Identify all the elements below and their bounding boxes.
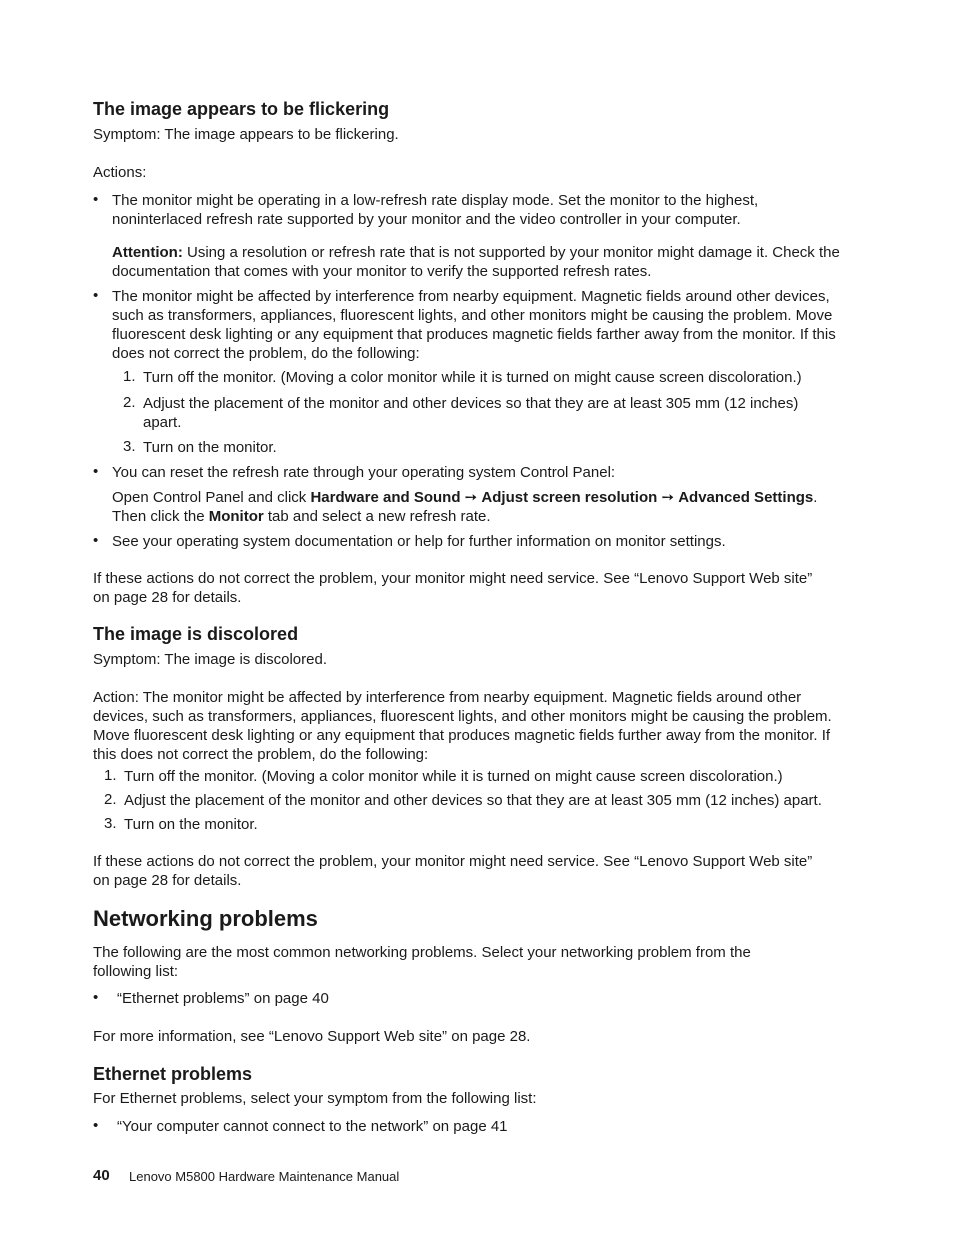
ethernet-intro: For Ethernet problems, select your symptom from the following list: (93, 1090, 537, 1107)
bullet-glyph: • (93, 463, 99, 480)
arrow-icon: ➙ (464, 489, 478, 506)
bullet-glyph: • (93, 1117, 99, 1134)
flicker-step-1: Turn off the monitor. (Moving a color monitor while it is turned on might cause screen discoloration.) (143, 369, 802, 386)
heading-ethernet: Ethernet problems (93, 1064, 253, 1084)
attention-label: Attention: (112, 244, 183, 261)
flicker-step-3: Turn on the monitor. (143, 439, 277, 456)
heading-discolored: The image is discolored (93, 624, 299, 644)
step-number: 2. (104, 791, 117, 808)
symptom-discolored: Symptom: The image is discolored. (93, 651, 327, 668)
discolor-closing: If these actions do not correct the problem, your monitor might need service. See “Lenovo Support Web site” on page 28 for details. (93, 853, 813, 889)
step-number: 1. (104, 767, 117, 784)
path-advanced-settings: Advanced Settings (678, 489, 814, 506)
step-number: 2. (123, 394, 136, 411)
action-bullet-refresh-mode: The monitor might be operating in a low-refresh rate display mode. Set the monitor to the highest, noninterlaced refresh rate supported by your monitor and the video controller in your computer. (112, 192, 759, 228)
monitor-tab-instruction: Then click the Monitor tab and select a new refresh rate. (112, 508, 491, 525)
arrow-icon: ➙ (661, 489, 675, 506)
link-ethernet-problems[interactable]: “Ethernet problems” on page 40 (117, 990, 329, 1007)
networking-intro: The following are the most common networking problems. Select your networking problem from the following list: (93, 944, 751, 980)
flicker-closing: If these actions do not correct the problem, your monitor might need service. See “Lenovo Support Web site” on page 28 for details. (93, 570, 813, 606)
control-panel-path: Open Control Panel and click Hardware and Sound ➙ Adjust screen resolution ➙ Advanced Settings. (112, 489, 818, 506)
heading-networking: Networking problems (93, 906, 318, 931)
bullet-glyph: • (93, 532, 99, 549)
symptom-flickering: Symptom: The image appears to be flickering. (93, 126, 399, 143)
path-hardware-sound: Hardware and Sound (310, 489, 461, 506)
attention-text: Using a resolution or refresh rate that is not supported by your monitor might damage it. Check the documentation that comes with your monitor to verify the supported refresh rates. (112, 244, 840, 280)
discolor-step-1: Turn off the monitor. (Moving a color monitor while it is turned on might cause screen discoloration.) (124, 768, 783, 785)
step-number: 3. (123, 438, 136, 455)
bullet-glyph: • (93, 191, 99, 208)
monitor-tab-label: Monitor (208, 508, 264, 525)
link-cannot-connect[interactable]: “Your computer cannot connect to the network” on page 41 (117, 1118, 508, 1135)
step-number: 1. (123, 368, 136, 385)
page-number: 40 (93, 1167, 110, 1184)
action-bullet-interference: The monitor might be affected by interference from nearby equipment. Magnetic fields around other devices, such as transformers, appliances, fluorescent lights, and other monitors might be causing the problem. Move fluorescent desk lighting or any equipment that produces magnetic fields farther away from the monitor. If this does not correct the problem, do the following: (112, 288, 836, 362)
discolor-step-3: Turn on the monitor. (124, 816, 258, 833)
action-bullet-documentation: See your operating system documentation or help for further information on monitor settings. (112, 533, 726, 550)
footer-title: Lenovo M5800 Hardware Maintenance Manual (129, 1169, 400, 1184)
path-adjust-resolution: Adjust screen resolution (481, 489, 658, 506)
actions-label: Actions: (93, 164, 147, 181)
heading-flickering: The image appears to be flickering (93, 99, 390, 119)
action-bullet-control-panel: You can reset the refresh rate through your operating system Control Panel: (112, 464, 616, 481)
flicker-step-2: Adjust the placement of the monitor and other devices so that they are at least 305 mm (12 inches) apart. (143, 395, 799, 431)
step-number: 3. (104, 815, 117, 832)
discolored-action: Action: The monitor might be affected by interference from nearby equipment. Magnetic fields around other devices, such as transformers, appliances, fluorescent lights, and other monitors might be causing the problem. Move fluorescent desk lighting or any equipment that produces magnetic fields further away from the monitor. If this does not correct the problem, do the following: (93, 689, 832, 763)
bullet-glyph: • (93, 287, 99, 304)
attention-note (112, 243, 852, 281)
bullet-glyph: • (93, 989, 99, 1006)
manual-page (93, 0, 853, 1235)
networking-more-info: For more information, see “Lenovo Support Web site” on page 28. (93, 1028, 531, 1045)
discolor-step-2: Adjust the placement of the monitor and other devices so that they are at least 305 mm (12 inches) apart. (124, 792, 822, 809)
